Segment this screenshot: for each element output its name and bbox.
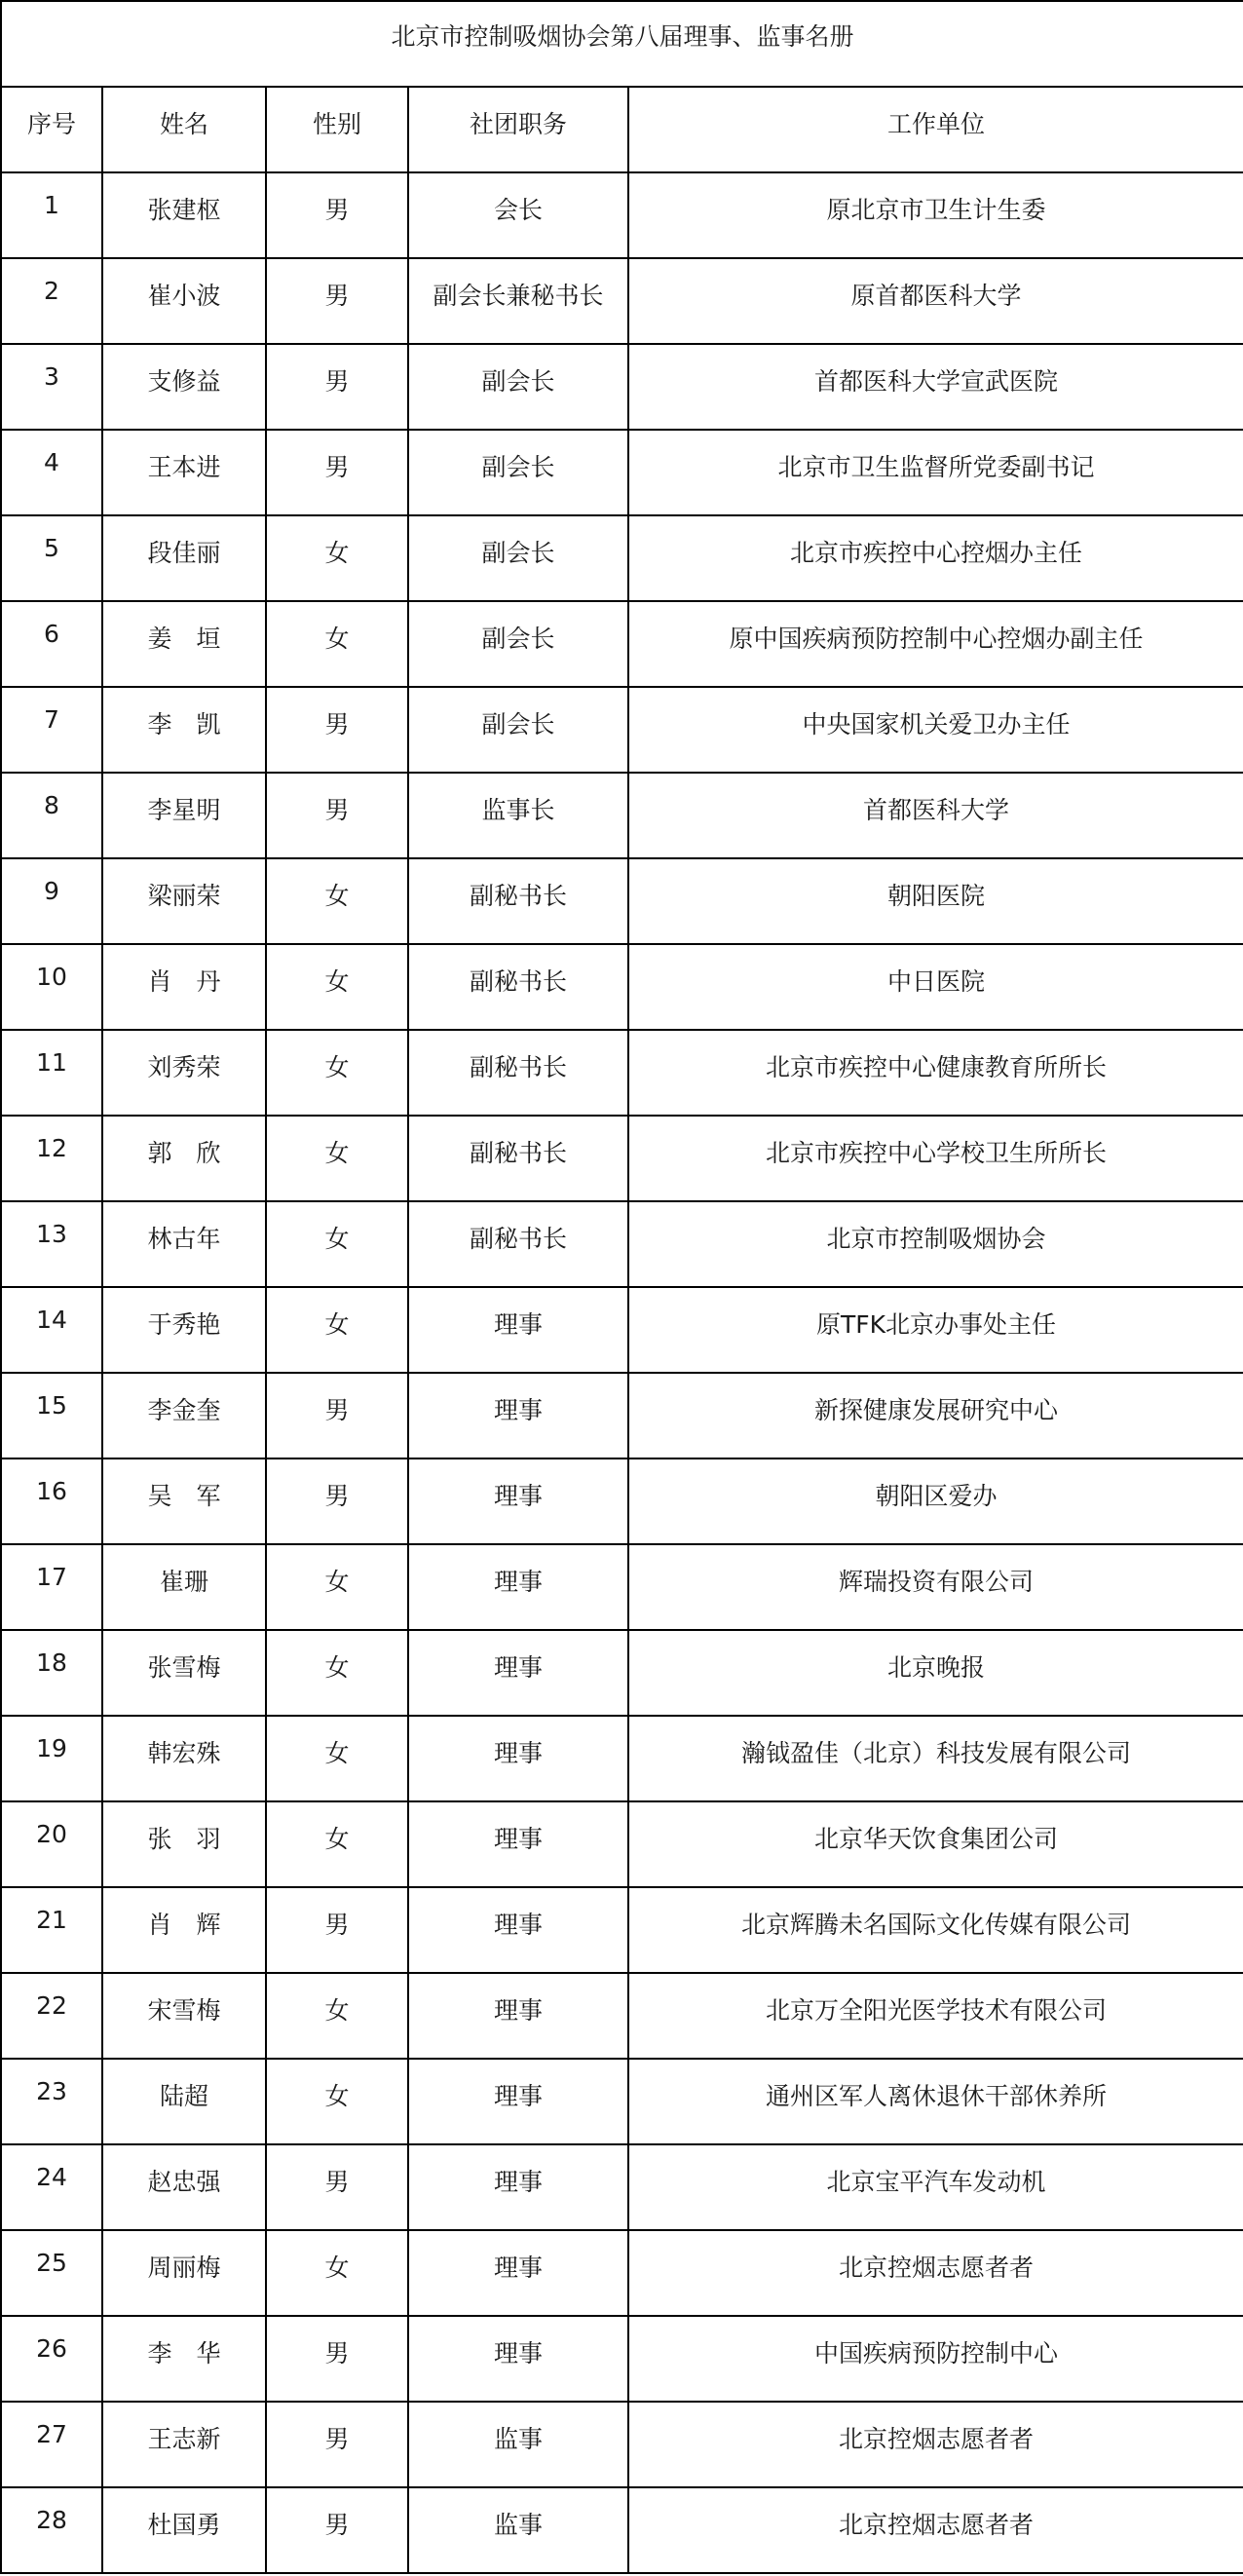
title-row xyxy=(1,1,1243,87)
cell-org: 中央国家机关爱卫办主任 xyxy=(628,687,1243,773)
cell-no: 12 xyxy=(1,1116,102,1201)
cell-no: 15 xyxy=(1,1373,102,1458)
cell-org: 北京市控制吸烟协会 xyxy=(628,1201,1243,1287)
cell-no: 1 xyxy=(1,172,102,258)
cell-name: 韩宏殊 xyxy=(102,1716,266,1801)
cell-name: 于秀艳 xyxy=(102,1287,266,1373)
cell-name: 陆超 xyxy=(102,2059,266,2144)
cell-role: 理事 xyxy=(408,1973,628,2059)
cell-role: 副秘书长 xyxy=(408,1116,628,1201)
cell-org: 首都医科大学宣武医院 xyxy=(628,344,1243,430)
cell-name: 林古年 xyxy=(102,1201,266,1287)
table-row xyxy=(1,1201,1243,1287)
cell-no: 28 xyxy=(1,2487,102,2573)
cell-org: 北京市疾控中心控烟办主任 xyxy=(628,515,1243,601)
cell-org: 北京市卫生监督所党委副书记 xyxy=(628,430,1243,515)
cell-no: 9 xyxy=(1,858,102,944)
cell-role: 副会长 xyxy=(408,430,628,515)
cell-no: 25 xyxy=(1,2230,102,2316)
cell-name: 赵忠强 xyxy=(102,2144,266,2230)
table-row xyxy=(1,2402,1243,2487)
cell-gender: 女 xyxy=(266,2059,408,2144)
header-no: 序号 xyxy=(1,87,102,172)
cell-gender: 男 xyxy=(266,1887,408,1973)
table-row xyxy=(1,2230,1243,2316)
cell-gender: 女 xyxy=(266,944,408,1030)
cell-no: 19 xyxy=(1,1716,102,1801)
table-row xyxy=(1,172,1243,258)
cell-gender: 男 xyxy=(266,1458,408,1544)
cell-no: 27 xyxy=(1,2402,102,2487)
roster-body xyxy=(1,1,1243,2573)
cell-no: 16 xyxy=(1,1458,102,1544)
cell-org: 北京万全阳光医学技术有限公司 xyxy=(628,1973,1243,2059)
cell-no: 26 xyxy=(1,2316,102,2402)
cell-role: 理事 xyxy=(408,2059,628,2144)
cell-no: 23 xyxy=(1,2059,102,2144)
cell-gender: 男 xyxy=(266,687,408,773)
cell-role: 监事 xyxy=(408,2402,628,2487)
cell-gender: 女 xyxy=(266,2230,408,2316)
table-row xyxy=(1,1458,1243,1544)
cell-org: 北京控烟志愿者者 xyxy=(628,2487,1243,2573)
cell-no: 13 xyxy=(1,1201,102,1287)
cell-no: 22 xyxy=(1,1973,102,2059)
cell-gender: 女 xyxy=(266,1030,408,1116)
table-row xyxy=(1,1630,1243,1716)
cell-gender: 女 xyxy=(266,1973,408,2059)
cell-name: 刘秀荣 xyxy=(102,1030,266,1116)
cell-org: 北京华天饮食集团公司 xyxy=(628,1801,1243,1887)
table-row xyxy=(1,687,1243,773)
cell-no: 6 xyxy=(1,601,102,687)
cell-org: 原TFK北京办事处主任 xyxy=(628,1287,1243,1373)
cell-org: 瀚钺盈佳（北京）科技发展有限公司 xyxy=(628,1716,1243,1801)
cell-no: 14 xyxy=(1,1287,102,1373)
cell-name: 宋雪梅 xyxy=(102,1973,266,2059)
cell-role: 副秘书长 xyxy=(408,944,628,1030)
cell-no: 21 xyxy=(1,1887,102,1973)
cell-gender: 男 xyxy=(266,2487,408,2573)
cell-name: 李星明 xyxy=(102,773,266,858)
table-row xyxy=(1,2487,1243,2573)
cell-role: 副秘书长 xyxy=(408,858,628,944)
cell-name: 周丽梅 xyxy=(102,2230,266,2316)
cell-no: 2 xyxy=(1,258,102,344)
cell-gender: 女 xyxy=(266,1116,408,1201)
table-row xyxy=(1,1116,1243,1201)
table-row xyxy=(1,258,1243,344)
cell-org: 首都医科大学 xyxy=(628,773,1243,858)
cell-name: 肖 辉 xyxy=(102,1887,266,1973)
table-row xyxy=(1,1373,1243,1458)
cell-role: 副会长 xyxy=(408,515,628,601)
cell-org: 朝阳区爱办 xyxy=(628,1458,1243,1544)
table-row xyxy=(1,2144,1243,2230)
cell-role: 理事 xyxy=(408,1287,628,1373)
cell-gender: 男 xyxy=(266,773,408,858)
cell-no: 5 xyxy=(1,515,102,601)
cell-no: 17 xyxy=(1,1544,102,1630)
cell-role: 理事 xyxy=(408,1544,628,1630)
cell-role: 副秘书长 xyxy=(408,1030,628,1116)
table-row xyxy=(1,858,1243,944)
cell-org: 中国疾病预防控制中心 xyxy=(628,2316,1243,2402)
cell-role: 理事 xyxy=(408,1630,628,1716)
cell-name: 吴 军 xyxy=(102,1458,266,1544)
cell-role: 理事 xyxy=(408,2230,628,2316)
cell-name: 张建枢 xyxy=(102,172,266,258)
cell-name: 王本进 xyxy=(102,430,266,515)
cell-gender: 女 xyxy=(266,1544,408,1630)
cell-name: 崔小波 xyxy=(102,258,266,344)
cell-gender: 女 xyxy=(266,1287,408,1373)
cell-no: 10 xyxy=(1,944,102,1030)
cell-no: 3 xyxy=(1,344,102,430)
table-title: 北京市控制吸烟协会第八届理事、监事名册 xyxy=(1,1,1243,87)
cell-no: 7 xyxy=(1,687,102,773)
cell-org: 新探健康发展研究中心 xyxy=(628,1373,1243,1458)
table-row xyxy=(1,1287,1243,1373)
cell-gender: 女 xyxy=(266,1201,408,1287)
cell-org: 北京晚报 xyxy=(628,1630,1243,1716)
cell-no: 20 xyxy=(1,1801,102,1887)
cell-gender: 男 xyxy=(266,344,408,430)
cell-name: 李金奎 xyxy=(102,1373,266,1458)
cell-no: 24 xyxy=(1,2144,102,2230)
cell-name: 梁丽荣 xyxy=(102,858,266,944)
cell-name: 李 凯 xyxy=(102,687,266,773)
table-row xyxy=(1,430,1243,515)
cell-role: 副秘书长 xyxy=(408,1201,628,1287)
cell-gender: 男 xyxy=(266,430,408,515)
cell-org: 北京市疾控中心健康教育所所长 xyxy=(628,1030,1243,1116)
cell-gender: 女 xyxy=(266,515,408,601)
cell-role: 副会长 xyxy=(408,344,628,430)
header-gender: 性别 xyxy=(266,87,408,172)
cell-org: 原首都医科大学 xyxy=(628,258,1243,344)
cell-org: 辉瑞投资有限公司 xyxy=(628,1544,1243,1630)
cell-role: 理事 xyxy=(408,1373,628,1458)
cell-name: 肖 丹 xyxy=(102,944,266,1030)
cell-no: 8 xyxy=(1,773,102,858)
cell-no: 18 xyxy=(1,1630,102,1716)
cell-role: 理事 xyxy=(408,1458,628,1544)
cell-no: 11 xyxy=(1,1030,102,1116)
cell-role: 监事 xyxy=(408,2487,628,2573)
table-row xyxy=(1,601,1243,687)
cell-role: 会长 xyxy=(408,172,628,258)
cell-no: 4 xyxy=(1,430,102,515)
table-row xyxy=(1,2316,1243,2402)
cell-name: 段佳丽 xyxy=(102,515,266,601)
cell-gender: 男 xyxy=(266,2316,408,2402)
cell-name: 郭 欣 xyxy=(102,1116,266,1201)
cell-gender: 男 xyxy=(266,172,408,258)
cell-org: 通州区军人离休退休干部休养所 xyxy=(628,2059,1243,2144)
table-row xyxy=(1,944,1243,1030)
cell-gender: 女 xyxy=(266,1630,408,1716)
table-row xyxy=(1,2059,1243,2144)
table-row xyxy=(1,1801,1243,1887)
table-row xyxy=(1,1030,1243,1116)
cell-org: 北京辉腾未名国际文化传媒有限公司 xyxy=(628,1887,1243,1973)
cell-gender: 男 xyxy=(266,2402,408,2487)
cell-role: 副会长 xyxy=(408,601,628,687)
cell-role: 理事 xyxy=(408,1716,628,1801)
cell-gender: 女 xyxy=(266,601,408,687)
cell-org: 朝阳医院 xyxy=(628,858,1243,944)
cell-name: 杜国勇 xyxy=(102,2487,266,2573)
cell-gender: 女 xyxy=(266,1716,408,1801)
cell-name: 崔珊 xyxy=(102,1544,266,1630)
cell-role: 副会长 xyxy=(408,687,628,773)
cell-name: 王志新 xyxy=(102,2402,266,2487)
cell-gender: 女 xyxy=(266,1801,408,1887)
header-role: 社团职务 xyxy=(408,87,628,172)
header-row xyxy=(1,87,1243,172)
table-row xyxy=(1,1544,1243,1630)
header-name: 姓名 xyxy=(102,87,266,172)
cell-role: 理事 xyxy=(408,1801,628,1887)
cell-org: 北京宝平汽车发动机 xyxy=(628,2144,1243,2230)
table-row xyxy=(1,344,1243,430)
cell-org: 北京市疾控中心学校卫生所所长 xyxy=(628,1116,1243,1201)
cell-role: 理事 xyxy=(408,2144,628,2230)
table-row xyxy=(1,1716,1243,1801)
cell-org: 北京控烟志愿者者 xyxy=(628,2402,1243,2487)
cell-org: 中日医院 xyxy=(628,944,1243,1030)
table-row xyxy=(1,773,1243,858)
cell-gender: 男 xyxy=(266,2144,408,2230)
table-row xyxy=(1,1973,1243,2059)
cell-gender: 男 xyxy=(266,1373,408,1458)
cell-name: 张 羽 xyxy=(102,1801,266,1887)
table-row xyxy=(1,515,1243,601)
cell-name: 支修益 xyxy=(102,344,266,430)
cell-org: 原北京市卫生计生委 xyxy=(628,172,1243,258)
cell-role: 副会长兼秘书长 xyxy=(408,258,628,344)
table-row xyxy=(1,1887,1243,1973)
cell-role: 监事长 xyxy=(408,773,628,858)
cell-role: 理事 xyxy=(408,2316,628,2402)
cell-org: 北京控烟志愿者者 xyxy=(628,2230,1243,2316)
cell-gender: 女 xyxy=(266,858,408,944)
cell-name: 李 华 xyxy=(102,2316,266,2402)
cell-gender: 男 xyxy=(266,258,408,344)
cell-org: 原中国疾病预防控制中心控烟办副主任 xyxy=(628,601,1243,687)
cell-role: 理事 xyxy=(408,1887,628,1973)
cell-name: 姜 垣 xyxy=(102,601,266,687)
cell-name: 张雪梅 xyxy=(102,1630,266,1716)
header-org: 工作单位 xyxy=(628,87,1243,172)
